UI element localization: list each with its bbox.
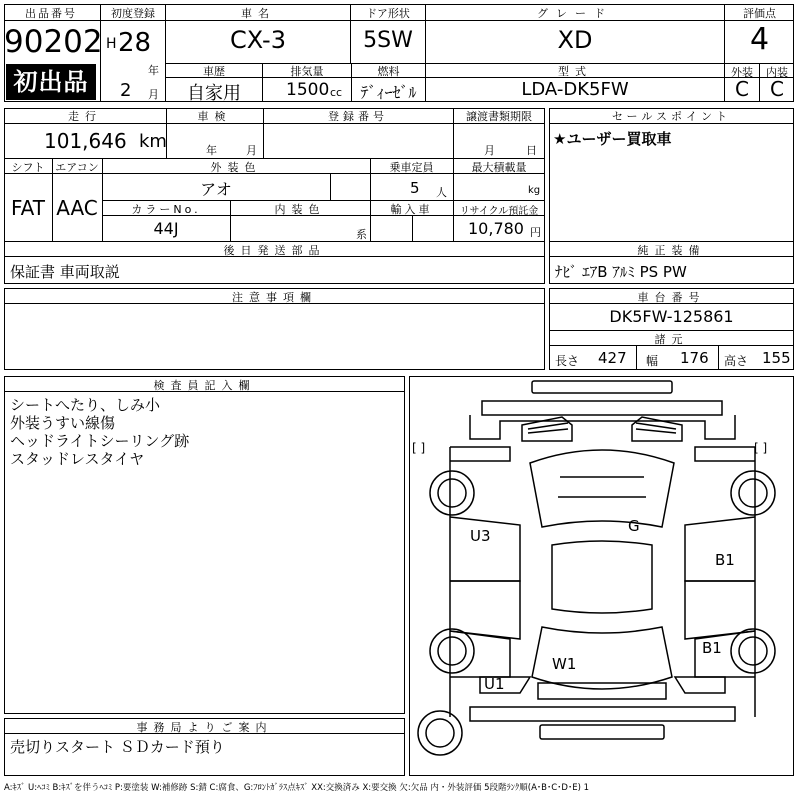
capacity-label: 乗車定員	[389, 161, 434, 174]
genuine-equipment-value: ﾅﾋﾞ ｴｱB ｱﾙﾐ PS PW	[555, 263, 687, 281]
grade-value: XD	[557, 26, 593, 54]
inspector-line: シートへたり、しみ小	[10, 396, 161, 414]
transfer-deadline-label: 譲渡書類期限	[466, 110, 532, 123]
mileage-unit: km	[139, 131, 167, 152]
exterior-color-label: 外装色	[210, 161, 262, 174]
shift-value: FAT	[10, 196, 45, 220]
genuine-equipment-label: 純正装備	[637, 244, 706, 257]
inspector-line: 外装うすい線傷	[10, 414, 116, 432]
fuel-value: ﾃﾞｨｰｾﾞﾙ	[360, 83, 417, 102]
shift-label: シフト	[11, 161, 45, 174]
sales-point-text: ★ユーザー買取車	[553, 130, 672, 148]
first-reg-era: H	[106, 36, 117, 52]
score-int-label: 内装	[766, 66, 788, 79]
history-value: 自家用	[187, 83, 241, 104]
door-label: ドア形状	[366, 7, 410, 20]
ac-label: エアコン	[55, 161, 99, 174]
color-no-value: 44J	[153, 219, 179, 238]
first-reg-month: 2	[120, 80, 132, 101]
office-text: 売切りスタート ＳＤカード預り	[10, 738, 225, 756]
model-label: 型式	[558, 65, 592, 78]
damage-mark-g: G	[628, 517, 640, 535]
interior-color-label: 内装色	[274, 203, 326, 216]
exterior-color-value: アオ	[200, 180, 232, 199]
first-reg-month-unit: 月	[148, 88, 159, 101]
car-outline-svg	[410, 377, 795, 777]
damage-diagram	[409, 376, 794, 776]
grade-label: グレード	[537, 7, 613, 20]
score-ext-label: 外装	[731, 66, 753, 79]
legend-text: A:ｷｽﾞ U:ﾍｺﾐ B:ｷｽﾞを伴うﾍｺﾐ P:要塗装 W:補修跡 S:錆 C:腐食、G:ﾌﾛﾝﾄｶﾞﾗｽ点ｷｽﾞ XX:交換済み X:要交換 欠:欠品 内・外装評価 5段階ﾗﾝｸ順(A･B･C･D･E) 1	[4, 783, 590, 793]
chassis-label: 車台番号	[637, 291, 706, 304]
mileage-value: 101,646	[44, 129, 127, 153]
height-label: 高さ	[724, 354, 749, 368]
interior-color-unit: 系	[356, 228, 367, 241]
max-load-unit: kg	[528, 185, 541, 196]
transfer-day-unit: 日	[526, 144, 537, 157]
lot-label: 出品番号	[25, 7, 77, 20]
first-reg-label: 初度登録	[111, 7, 155, 20]
inspection-year-unit: 年	[206, 144, 217, 157]
width-label: 幅	[646, 354, 659, 368]
length-label: 長さ	[555, 354, 580, 368]
chassis-value: DK5FW-125861	[609, 307, 734, 326]
ac-value: AAC	[56, 196, 98, 220]
recycle-label: リサイクル預託金	[459, 206, 539, 217]
damage-mark-u3: U3	[470, 527, 491, 545]
score-label: 評価点	[743, 7, 776, 20]
height-value: 155	[762, 349, 791, 367]
registration-label: 登録番号	[328, 110, 388, 123]
damage-mark-b1-top: B1	[715, 551, 735, 569]
displacement-value: 1500	[286, 80, 330, 100]
first-listing-text: 初出品	[13, 68, 89, 96]
inspector-label: 検査員記入欄	[153, 379, 256, 392]
color-no-label: カラーNo.	[131, 203, 201, 216]
office-label: 事務局よりご案内	[136, 721, 273, 734]
damage-mark-b1-bottom: B1	[702, 639, 722, 657]
notes-label: 注意事項欄	[232, 291, 317, 304]
inspection-label: 車検	[197, 110, 232, 123]
specs-label: 諸元	[654, 333, 689, 346]
recycle-value: 10,780	[468, 219, 524, 238]
score-value: 4	[749, 22, 770, 57]
history-label: 車歴	[203, 65, 225, 78]
first-reg-year: 28	[118, 28, 152, 58]
later-parts-value: 保証書 車両取説	[10, 263, 120, 281]
displacement-label: 排気量	[290, 65, 324, 78]
capacity-unit: 人	[436, 186, 447, 199]
inspector-line: スタッドレスタイヤ	[10, 450, 145, 468]
recycle-unit: 円	[530, 226, 541, 239]
fuel-label: 燃料	[377, 65, 400, 78]
length-value: 427	[598, 349, 627, 367]
transfer-month-unit: 月	[484, 144, 495, 157]
car-name-value: CX-3	[230, 26, 286, 54]
inspector-line: ヘッドライトシーリング跡	[10, 432, 190, 450]
bracket-left: [ ]	[412, 441, 426, 455]
import-label: 輸入車	[390, 203, 433, 216]
score-int-value: C	[770, 77, 784, 101]
sales-point-label: セールスポイント	[611, 110, 731, 123]
later-parts-label: 後日発送部品	[223, 244, 326, 257]
lot-number: 90202	[4, 24, 103, 60]
max-load-label: 最大積載量	[471, 161, 527, 174]
displacement-unit: cc	[330, 86, 343, 99]
score-ext-value: C	[735, 77, 749, 101]
width-value: 176	[680, 349, 709, 367]
capacity-value: 5	[410, 179, 420, 197]
mileage-label: 走行	[68, 110, 102, 123]
model-value: LDA-DK5FW	[521, 79, 629, 100]
inspection-month-unit: 月	[246, 144, 257, 157]
car-name-label: 車名	[241, 7, 275, 20]
door-value: 5SW	[363, 28, 413, 53]
first-reg-year-unit: 年	[148, 64, 159, 77]
damage-mark-w1: W1	[552, 655, 577, 673]
bracket-right: [ ]	[754, 441, 768, 455]
damage-mark-u1: U1	[484, 675, 505, 693]
